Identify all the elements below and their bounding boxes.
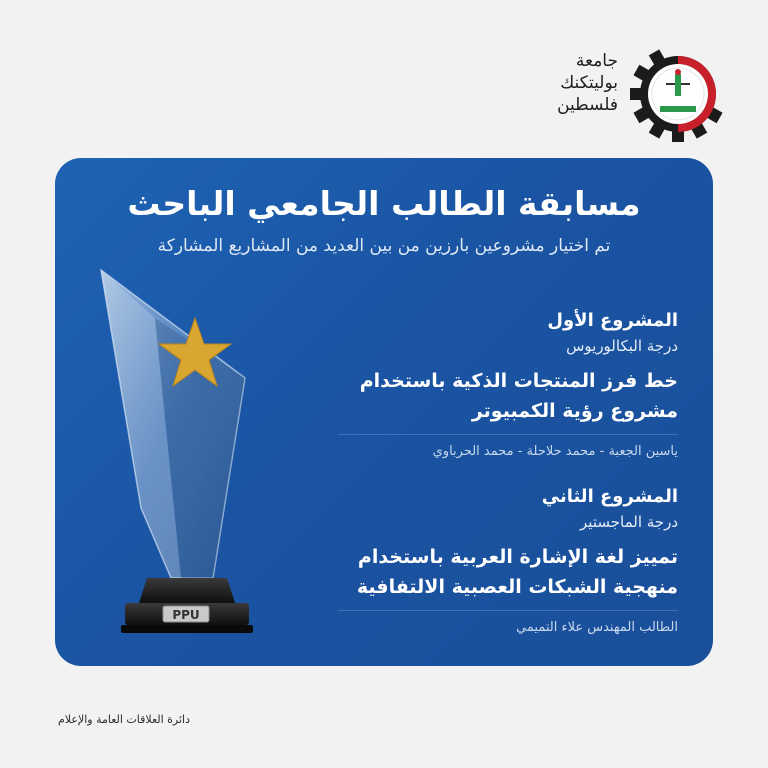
- project-students: الطالب المهندس علاء التميمي: [338, 610, 678, 639]
- card-subtitle: تم اختيار مشروعين بارزين من بين العديد من المشاريع المشاركة: [157, 236, 611, 256]
- project-second: [338, 484, 678, 639]
- project-title: خط فرز المنتجات الذكية باستخدام مشروع رؤية الكمبيوتر: [359, 370, 678, 422]
- university-name-line3: فلسطين: [557, 95, 618, 115]
- university-name-line1: جامعة: [575, 51, 618, 71]
- project-degree: درجة البكالوريوس: [566, 337, 678, 355]
- project-title: تمييز لغة الإشارة العربية باستخدام منهجية الشبكات العصبية الالتفافية: [356, 546, 678, 598]
- trophy-plate-label: PPU: [172, 608, 200, 622]
- announcement-card: [55, 158, 713, 666]
- university-name-line2: بوليتكنك: [560, 73, 618, 93]
- project-students: ياسين الجعبة - محمد حلاحلة - محمد الحرباوي: [338, 434, 678, 463]
- project-heading: المشروع الثاني: [541, 486, 678, 507]
- project-degree: درجة الماجستير: [580, 513, 678, 531]
- project-first: [338, 308, 678, 463]
- card-title: مسابقة الطالب الجامعي الباحث: [127, 184, 641, 223]
- university-seal-icon: [628, 44, 728, 144]
- footer-department: دائرة العلاقات العامة والإعلام: [58, 713, 191, 726]
- trophy-icon: [85, 258, 285, 648]
- project-heading: المشروع الأول: [547, 310, 678, 331]
- university-name: [478, 50, 618, 116]
